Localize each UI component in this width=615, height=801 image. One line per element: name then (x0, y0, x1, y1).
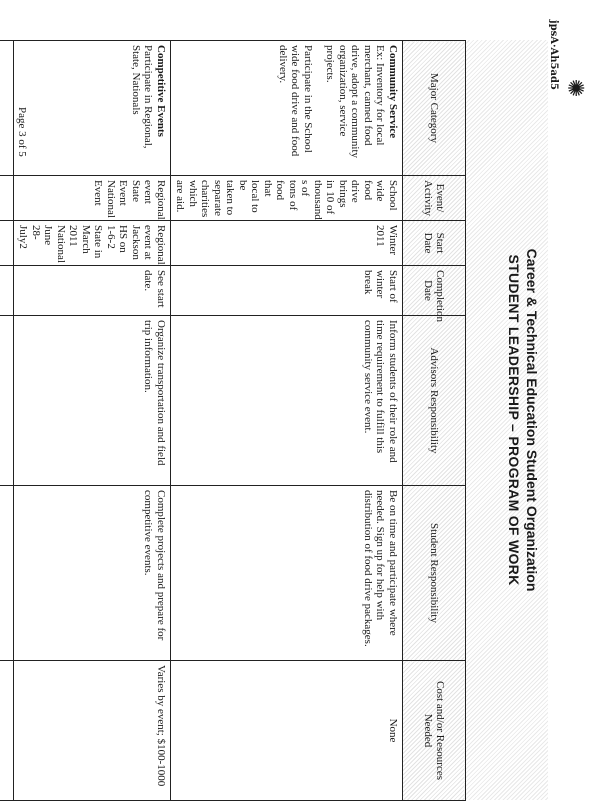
table-row (0, 41, 14, 801)
empty-cell (0, 661, 14, 801)
category-description: Participate in Regional, State, Nationals (130, 45, 155, 149)
event-cell: Regional event State Event National Event (14, 176, 171, 221)
empty-cell (0, 221, 14, 266)
start-date-cell: Winter 2011 (171, 221, 403, 266)
header-student-responsibility: Student Responsibility (403, 486, 466, 661)
empty-cell (0, 176, 14, 221)
title-banner (465, 40, 548, 800)
advisor-responsibility-cell: Inform students of their role and time requirement to fulfill this community service event. (171, 316, 403, 486)
table-row (171, 41, 403, 801)
header-advisor-responsibility: Advisors Responsibility (403, 316, 466, 486)
cost-cell: None (171, 661, 403, 801)
table-row (14, 41, 171, 801)
header-category: Major Category (403, 41, 466, 176)
category-description: Participate in the School wide food drive and food delivery. (277, 45, 314, 157)
empty-cell (0, 41, 14, 176)
header-start-date: Start Date (403, 221, 466, 266)
logo-emblem-icon: ✺ (567, 76, 586, 101)
header-row (403, 41, 466, 801)
category-cell (14, 41, 171, 176)
category-title: Community Service (387, 45, 399, 139)
header-completion-date: Completion Date (403, 266, 466, 316)
header-cost: Cost and/or Resources Needed (403, 661, 466, 801)
header-event: Event/ Activity (403, 176, 466, 221)
completion-date-cell: Start of winter break (171, 266, 403, 316)
empty-cell (0, 316, 14, 486)
document-title: STUDENT LEADERSHIP – PROGRAM OF WORK (506, 254, 522, 586)
school-logo (545, 20, 593, 140)
logo-text: jpsA·Ah5ad5 (548, 20, 559, 90)
start-date-cell: Regional event at Jackson HS on 1-6-2 State in March 2011 National June 28-July2 (14, 221, 171, 266)
category-description: Ex: Inventory for local merchant, canned food drive, adopt a community organization, service projects. (324, 45, 387, 159)
cost-cell: Varies by event; $100-1000 (14, 661, 171, 801)
event-cell: School wide food drive brings in 10 of thousand s of tons of food that local to be taken to separate charities which are aid. (171, 176, 403, 221)
category-cell (171, 41, 403, 176)
program-of-work-table (0, 40, 466, 801)
empty-cell (0, 266, 14, 316)
student-responsibility-cell: Complete projects and prepare for competitive events. (14, 486, 171, 661)
organization-title: Career & Technical Education Student Organization (524, 248, 540, 592)
empty-cell (0, 486, 14, 661)
completion-date-cell: See start date. (14, 266, 171, 316)
advisor-responsibility-cell: Organize transportation and field trip information. (14, 316, 171, 486)
student-responsibility-cell: Be on time and participate where needed. Sign up for help with distribution of food drive packages. (171, 486, 403, 661)
category-title: Competitive Events (155, 45, 167, 137)
page-number: Page 3 of 5 (16, 107, 28, 157)
